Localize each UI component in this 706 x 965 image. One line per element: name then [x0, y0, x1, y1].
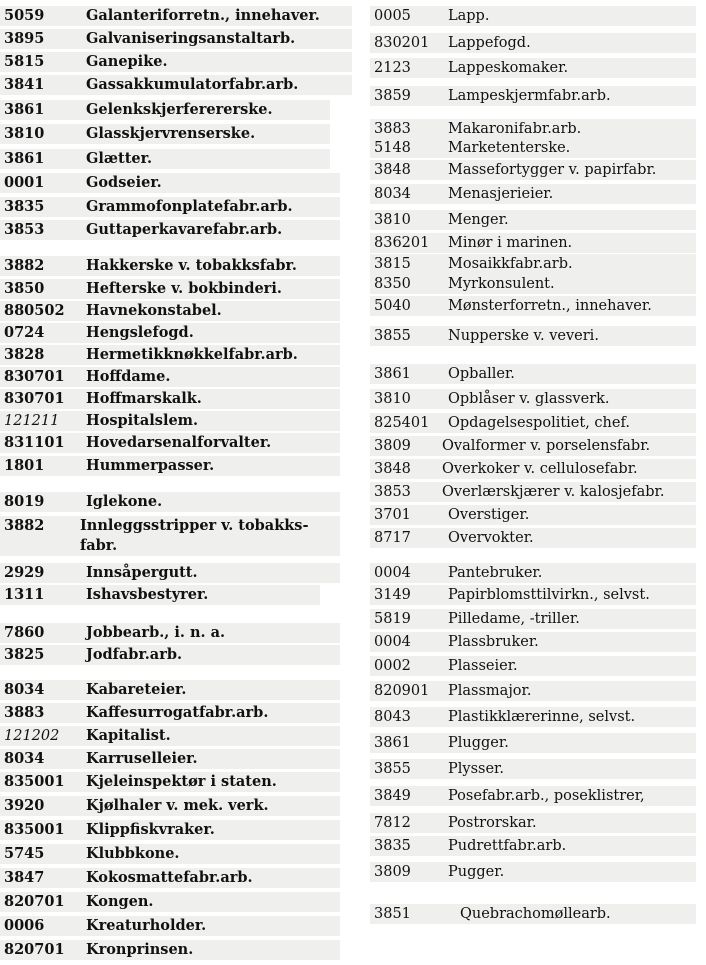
occupation-code: 3810 [374, 391, 411, 407]
list-item [370, 759, 696, 779]
occupation-code: 2123 [374, 60, 411, 76]
occupation-code: 8034 [4, 681, 45, 698]
list-item [370, 184, 696, 204]
occupation-title: Pudrettfabr.arb. [448, 838, 567, 854]
occupation-title: Overkoker v. cellulosefabr. [442, 461, 638, 477]
occupation-code: 3701 [374, 507, 411, 523]
occupation-title: Ovalformer v. porselensfabr. [442, 438, 651, 454]
occupation-code: 121202 [4, 728, 60, 744]
list-item [370, 482, 696, 502]
list-item [370, 813, 696, 833]
occupation-title: Marketenterske. [448, 140, 571, 156]
occupation-title: Guttaperkavarefabr.arb. [86, 221, 283, 238]
occupation-code: 1311 [4, 586, 45, 603]
occupation-title: Menasjerieier. [448, 186, 554, 202]
list-item [0, 411, 340, 431]
occupation-code: 3861 [4, 150, 45, 167]
occupation-code: 8043 [374, 709, 411, 725]
occupation-code: 3850 [4, 280, 45, 297]
occupation-code: 3828 [4, 346, 45, 363]
occupation-code: 820901 [374, 683, 430, 699]
list-item [0, 820, 340, 840]
occupation-title: Opdagelsespolitiet, chef. [448, 415, 630, 431]
occupation-code: 3848 [374, 461, 411, 477]
list-item [370, 233, 696, 253]
list-item [370, 681, 696, 701]
list-item [370, 210, 696, 230]
list-item [370, 786, 696, 806]
occupation-title: Opballer. [448, 366, 515, 382]
occupation-title: Kapitalist. [86, 727, 171, 744]
list-item [370, 274, 696, 294]
occupation-code: 3815 [374, 256, 411, 272]
occupation-code: 3855 [374, 761, 411, 777]
occupation-code: 3861 [374, 735, 411, 751]
occupation-title: Innleggsstripper v. tobakks-fabr. [80, 517, 309, 554]
occupation-code: 3882 [4, 257, 45, 274]
occupation-code: 8019 [4, 493, 45, 510]
list-item [0, 29, 352, 49]
occupation-code: 3810 [374, 212, 411, 228]
occupation-code: 0002 [374, 658, 411, 674]
occupation-title: Hovedarsenalforvalter. [86, 434, 272, 451]
occupation-title: Plysser. [448, 761, 504, 777]
occupation-code: 830201 [374, 35, 430, 51]
occupation-title: Opblåser v. glassverk. [448, 391, 610, 407]
occupation-title: Hengslefogd. [86, 324, 194, 341]
occupation-code: 0004 [374, 634, 411, 650]
list-item [370, 656, 696, 676]
list-item [370, 160, 696, 180]
occupation-code: 3835 [4, 198, 45, 215]
occupation-code: 836201 [374, 235, 430, 251]
occupation-title: Kongen. [86, 893, 154, 910]
occupation-title: Pilledame, -triller. [448, 611, 580, 627]
list-item [370, 389, 696, 409]
list-item [0, 279, 340, 299]
list-item [0, 173, 340, 193]
list-item [0, 367, 340, 387]
list-item [0, 623, 340, 643]
list-item [0, 100, 330, 120]
occupation-title: Havnekonstabel. [86, 302, 222, 319]
list-item [0, 456, 340, 476]
occupation-code: 5819 [374, 611, 411, 627]
list-item [370, 836, 696, 856]
list-item [370, 528, 696, 548]
occupation-code: 831101 [4, 434, 65, 451]
occupation-code: 5059 [4, 7, 45, 24]
list-item [0, 940, 340, 960]
occupation-code: 3809 [374, 864, 411, 880]
occupation-title: Kjølhaler v. mek. verk. [86, 797, 269, 814]
occupation-title: Hoffdame. [86, 368, 171, 385]
list-item [0, 645, 340, 665]
list-item [370, 436, 696, 456]
occupation-code: 3861 [4, 101, 45, 118]
occupation-title: Innsåpergutt. [86, 564, 198, 581]
list-item [0, 323, 340, 343]
occupation-title: Glætter. [86, 150, 153, 167]
occupation-title: Nupperske v. veveri. [448, 328, 599, 344]
list-item [0, 749, 340, 769]
occupation-title: Kreaturholder. [86, 917, 207, 934]
list-item [0, 726, 340, 746]
occupation-title: Minør i marinen. [448, 235, 573, 251]
list-item [0, 680, 340, 700]
occupation-title: Galanteriforretn., innehaver. [86, 7, 320, 24]
occupation-title: Lapp. [448, 8, 490, 24]
occupation-code: 121211 [4, 413, 60, 429]
list-item [0, 433, 340, 453]
occupation-title: Lappeskomaker. [448, 60, 569, 76]
occupation-code: 835001 [4, 773, 65, 790]
occupation-code: 7860 [4, 624, 45, 641]
list-item [0, 345, 340, 365]
occupation-title: Menger. [448, 212, 509, 228]
occupation-code: 3848 [374, 162, 411, 178]
occupation-code: 3835 [374, 838, 411, 854]
occupation-title: Hummerpasser. [86, 457, 215, 474]
occupation-title: Lappefogd. [448, 35, 531, 51]
occupation-code: 830701 [4, 390, 65, 407]
occupation-title: Massefortygger v. papirfabr. [448, 162, 657, 178]
occupation-title: Plassbruker. [448, 634, 539, 650]
occupation-title: Kaffesurrogatfabr.arb. [86, 704, 269, 721]
occupation-title: Jobbearb., i. n. a. [86, 624, 226, 641]
list-item [370, 459, 696, 479]
list-item [370, 86, 696, 106]
occupation-code: 880502 [4, 302, 65, 319]
list-item [0, 772, 340, 792]
list-item [370, 632, 696, 652]
occupation-title: Hospitalslem. [86, 412, 199, 429]
list-item [0, 868, 340, 888]
occupation-title: Godseier. [86, 174, 162, 191]
list-item [0, 703, 340, 723]
occupation-code: 0005 [374, 8, 411, 24]
list-item [370, 254, 696, 274]
list-item [0, 52, 352, 72]
list-item [0, 492, 340, 512]
occupation-title: Grammofonplatefabr.arb. [86, 198, 293, 215]
occupation-code: 820701 [4, 941, 65, 958]
occupation-title: Iglekone. [86, 493, 163, 510]
list-item [0, 916, 340, 936]
occupation-title: Overlærskjærer v. kalosjefabr. [442, 484, 665, 500]
list-item [370, 505, 696, 525]
occupation-title: Mosaikkfabr.arb. [448, 256, 573, 272]
occupation-title: Plassmajor. [448, 683, 532, 699]
occupation-code: 3149 [374, 587, 411, 603]
occupation-code: 3847 [4, 869, 45, 886]
occupation-code: 0724 [4, 324, 45, 341]
occupation-code: 1801 [4, 457, 45, 474]
occupation-title: Lampeskjermfabr.arb. [448, 88, 611, 104]
list-item [370, 119, 696, 139]
occupation-code: 3853 [374, 484, 411, 500]
list-item [370, 862, 696, 882]
occupation-title: Jodfabr.arb. [86, 646, 183, 663]
list-item [0, 197, 340, 217]
occupation-code: 2929 [4, 564, 45, 581]
list-item [0, 563, 340, 583]
occupation-code: 3883 [4, 704, 45, 721]
occupation-code: 835001 [4, 821, 65, 838]
occupation-title: Klippfiskvraker. [86, 821, 215, 838]
occupation-title: Klubbkone. [86, 845, 180, 862]
list-item [0, 844, 340, 864]
occupation-code: 3825 [4, 646, 45, 663]
list-item [370, 585, 696, 605]
list-item [0, 796, 340, 816]
list-item [0, 389, 340, 409]
list-item [0, 892, 340, 912]
occupation-code: 8034 [4, 750, 45, 767]
occupation-title: Hakkerske v. tobakksfabr. [86, 257, 297, 274]
occupation-code: 5040 [374, 298, 411, 314]
occupation-code: 3920 [4, 797, 45, 814]
occupation-code: 3851 [374, 906, 411, 922]
occupation-title: Pantebruker. [448, 565, 543, 581]
occupation-code: 825401 [374, 415, 430, 431]
list-item [370, 413, 696, 433]
list-item [0, 516, 340, 556]
list-item [0, 256, 340, 276]
occupation-title: Overvokter. [448, 530, 534, 546]
occupation-title: Kokosmattefabr.arb. [86, 869, 253, 886]
list-item [370, 563, 696, 583]
occupation-title: Kabareteier. [86, 681, 187, 698]
occupation-code: 5815 [4, 53, 45, 70]
occupation-code: 0001 [4, 174, 45, 191]
occupation-code: 3883 [374, 121, 411, 137]
occupation-title: Hermetikknøkkelfabr.arb. [86, 346, 298, 363]
occupation-code: 3841 [4, 76, 45, 93]
occupation-title: Gelenkskjerferererske. [86, 101, 273, 118]
occupation-code: 3861 [374, 366, 411, 382]
occupation-title: Gassakkumulatorfabr.arb. [86, 76, 299, 93]
list-item [370, 326, 696, 346]
occupation-code: 0006 [4, 917, 45, 934]
occupation-title: Ganepike. [86, 53, 168, 70]
occupation-title: Quebrachomøllearb. [460, 906, 611, 922]
list-item [0, 124, 330, 144]
list-item [0, 75, 352, 95]
list-item [370, 33, 696, 53]
occupation-title: Posefabr.arb., poseklistrer, [448, 788, 645, 804]
list-item [0, 6, 352, 26]
occupation-code: 3855 [374, 328, 411, 344]
list-item [0, 301, 340, 321]
list-item [370, 733, 696, 753]
occupation-title: Kjeleinspektør i staten. [86, 773, 277, 790]
occupation-code: 3895 [4, 30, 45, 47]
occupation-code: 8717 [374, 530, 411, 546]
occupation-code: 8350 [374, 276, 411, 292]
occupation-title: Mønsterforretn., innehaver. [448, 298, 652, 314]
occupation-title: Galvaniseringsanstaltarb. [86, 30, 296, 47]
occupation-code: 8034 [374, 186, 411, 202]
occupation-code: 3849 [374, 788, 411, 804]
list-item [370, 296, 696, 316]
occupation-title: Overstiger. [448, 507, 530, 523]
occupation-code: 3882 [4, 517, 45, 534]
occupation-title: Kronprinsen. [86, 941, 194, 958]
occupation-title: Myrkonsulent. [448, 276, 555, 292]
occupation-title: Karruselleier. [86, 750, 198, 767]
occupation-code: 5148 [374, 140, 411, 156]
occupation-title: Ishavsbestyrer. [86, 586, 209, 603]
list-item [370, 58, 696, 78]
list-item [370, 138, 696, 158]
occupation-title: Papirblomsttilvirkn., selvst. [448, 587, 650, 603]
occupation-code: 830701 [4, 368, 65, 385]
occupation-title: Pugger. [448, 864, 505, 880]
occupation-code: 7812 [374, 815, 411, 831]
occupation-code: 0004 [374, 565, 411, 581]
list-item [0, 220, 340, 240]
occupation-code: 3810 [4, 125, 45, 142]
list-item [370, 707, 696, 727]
occupation-title: Postrorskar. [448, 815, 537, 831]
occupation-title: Makaronifabr.arb. [448, 121, 582, 137]
occupation-title: Plugger. [448, 735, 509, 751]
occupation-code: 5745 [4, 845, 45, 862]
list-item [370, 904, 696, 924]
occupation-title: Plasseier. [448, 658, 518, 674]
occupation-title: Hoffmarskalk. [86, 390, 202, 407]
occupation-title: Glasskjervrenserske. [86, 125, 256, 142]
occupation-code: 820701 [4, 893, 65, 910]
occupation-code: 3853 [4, 221, 45, 238]
list-item [0, 585, 320, 605]
list-item [370, 609, 696, 629]
list-item [370, 6, 696, 26]
list-item [370, 364, 696, 384]
occupation-code: 3809 [374, 438, 411, 454]
occupation-title: Plastikklærerinne, selvst. [448, 709, 636, 725]
occupation-code: 3859 [374, 88, 411, 104]
list-item [0, 149, 330, 169]
occupation-title: Hefterske v. bokbinderi. [86, 280, 282, 297]
